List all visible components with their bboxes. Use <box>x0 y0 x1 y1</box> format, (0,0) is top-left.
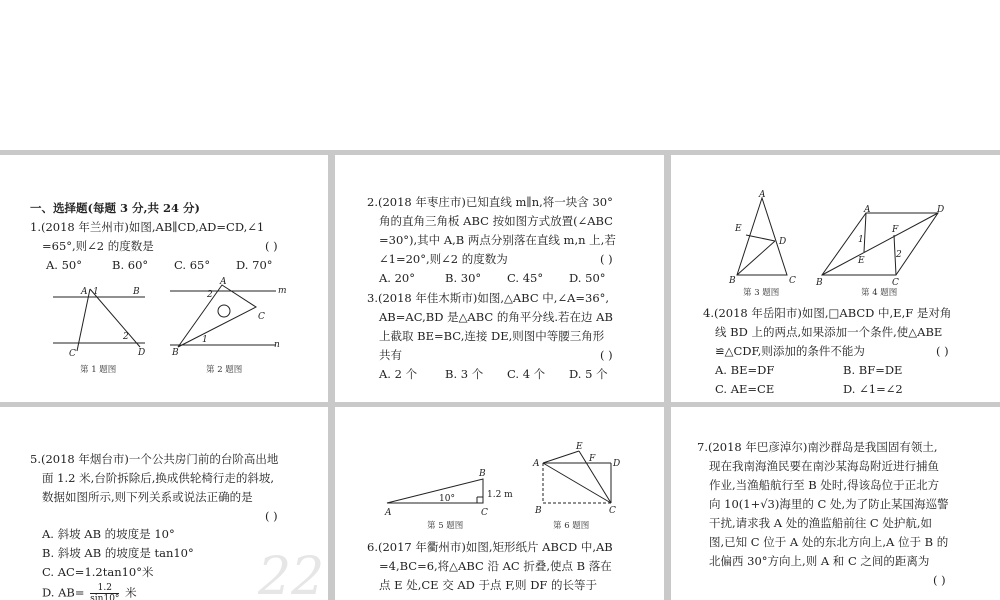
svg-text:10°: 10° <box>439 494 455 504</box>
svg-text:B: B <box>172 348 179 358</box>
svg-text:A: A <box>220 277 227 287</box>
figure-q3 <box>729 190 809 286</box>
figure-q6 <box>533 442 653 516</box>
q5-line-3: 数据如图所示,则下列关系或说法正确的是 <box>42 490 253 504</box>
q4-option-a: A. BE=DF <box>715 363 775 377</box>
svg-text:C: C <box>789 276 796 286</box>
caption-fig2: 第 2 题图 <box>206 365 243 375</box>
fraction-denominator: sin10° <box>90 594 120 600</box>
svg-text:C: C <box>258 312 265 322</box>
svg-text:2: 2 <box>207 290 213 300</box>
svg-text:A: A <box>385 508 392 518</box>
svg-text:1: 1 <box>858 235 864 245</box>
svg-text:C: C <box>69 349 76 359</box>
svg-text:D: D <box>138 348 146 358</box>
q2-line-4: ∠1=20°,则∠2 的度数为 <box>379 252 508 266</box>
svg-text:1: 1 <box>93 287 99 297</box>
panel-q1 <box>0 155 328 402</box>
svg-text:E: E <box>735 224 742 234</box>
svg-text:A: A <box>533 459 540 469</box>
q3-line-3: 上截取 BE=BC,连接 DE,则图中等腰三角形 <box>379 329 605 343</box>
svg-text:C: C <box>481 508 488 518</box>
q1-line-1: 1.(2018 年兰州市)如图,AB∥CD,AD=CD,∠1 <box>30 220 265 234</box>
caption-fig5: 第 5 题图 <box>427 521 464 531</box>
svg-text:B: B <box>133 287 140 297</box>
q3-line-1: 3.(2018 年佳木斯市)如图,△ABC 中,∠A=36°, <box>367 291 610 305</box>
svg-text:D: D <box>779 237 787 247</box>
svg-text:A: A <box>864 205 871 215</box>
figure-q5 <box>383 467 523 517</box>
q5-answer-blank: ( ) <box>265 509 278 523</box>
svg-text:E: E <box>576 442 583 452</box>
svg-text:F: F <box>589 454 596 464</box>
panel-q6 <box>335 407 664 600</box>
q7-line-4: 向 10(1+√3)海里的 C 处,为了防止某国海巡警 <box>709 497 949 511</box>
q7-line-5: 干扰,请求我 A 处的渔监船前往 C 处护航,如 <box>709 516 933 530</box>
q7-line-6: 图,已知 C 位于 A 处的东北方向上,A 位于 B 的 <box>709 535 949 549</box>
svg-text:B: B <box>729 276 736 286</box>
fig5-height-label: 1.2 m <box>487 490 513 500</box>
q3-line-4: 共有 <box>379 348 402 362</box>
q2-line-3: =30°),其中 A,B 两点分别落在直线 m,n 上,若 <box>379 233 616 247</box>
q5-line-1: 5.(2018 年烟台市)一个公共房门前的台阶高出地 <box>30 452 279 466</box>
svg-text:2: 2 <box>896 250 902 260</box>
q2-option-d: D. 50° <box>569 271 606 285</box>
q5-option-a: A. 斜坡 AB 的坡度是 10° <box>42 527 175 541</box>
q7-line-1: 7.(2018 年巴彦淖尔)南沙群岛是我国固有领土, <box>697 440 938 454</box>
q4-line-2: 线 BD 上的两点,如果添加一个条件,使△ABE <box>715 325 943 339</box>
caption-fig3: 第 3 题图 <box>743 288 780 298</box>
figure-q4 <box>816 207 956 287</box>
q4-line-1: 4.(2018 年岳阳市)如图,□ABCD 中,E,F 是对角 <box>703 306 952 320</box>
svg-text:D: D <box>613 459 621 469</box>
section-heading: 一、选择题(每题 3 分,共 24 分) <box>30 201 200 215</box>
q4-answer-blank: ( ) <box>936 344 949 358</box>
q2-option-b: B. 30° <box>445 271 482 285</box>
q7-line-2: 现在我南海渔民要在南沙某海岛附近进行捕鱼 <box>709 459 939 473</box>
figure-q2 <box>168 275 298 358</box>
svg-text:B: B <box>535 506 542 516</box>
svg-text:B: B <box>816 278 823 288</box>
q1-option-b: B. 60° <box>112 258 149 272</box>
q1-answer-blank: ( ) <box>265 239 278 253</box>
q5-option-d-prefix: D. AB= <box>42 585 85 600</box>
fraction-numerator: 1.2 <box>90 583 119 594</box>
panel-q7 <box>671 407 1000 600</box>
panel-q5 <box>0 407 328 600</box>
q5-option-d-fraction <box>90 583 119 600</box>
caption-fig6: 第 6 题图 <box>553 521 590 531</box>
svg-text:D: D <box>937 205 945 215</box>
q4-option-b: B. BF=DE <box>843 363 903 377</box>
q5-option-d-unit: 米 <box>125 585 137 600</box>
figure-q1 <box>45 277 165 357</box>
panel-q4 <box>671 155 1000 402</box>
q3-answer-blank: ( ) <box>600 348 613 362</box>
svg-text:F: F <box>892 225 899 235</box>
q7-line-3: 作业,当渔船航行至 B 处时,得该岛位于正北方 <box>709 478 940 492</box>
svg-text:A: A <box>759 190 766 200</box>
caption-fig1: 第 1 题图 <box>80 365 117 375</box>
svg-text:A: A <box>81 287 88 297</box>
q6-line-1: 6.(2017 年衢州市)如图,矩形纸片 ABCD 中,AB <box>367 540 613 554</box>
q2-option-c: C. 45° <box>507 271 544 285</box>
q5-line-2: 面 1.2 米,台阶拆除后,换成供轮椅行走的斜坡, <box>42 471 275 485</box>
q2-line-1: 2.(2018 年枣庄市)已知直线 m∥n,将一块含 30° <box>367 195 613 209</box>
q5-option-b: B. 斜坡 AB 的坡度是 tan10° <box>42 546 194 560</box>
q1-option-a: A. 50° <box>46 258 82 272</box>
q6-line-2: =4,BC=6,将△ABC 沿 AC 折叠,使点 B 落在 <box>379 559 612 573</box>
q3-option-c: C. 4 个 <box>507 367 546 381</box>
svg-text:1: 1 <box>202 335 208 345</box>
q1-option-d: D. 70° <box>236 258 273 272</box>
q2-option-a: A. 20° <box>379 271 415 285</box>
q3-option-b: B. 3 个 <box>445 367 484 381</box>
q1-option-c: C. 65° <box>174 258 211 272</box>
svg-text:m: m <box>278 286 287 296</box>
q2-answer-blank: ( ) <box>600 252 613 266</box>
q7-answer-blank: ( ) <box>933 573 946 587</box>
svg-text:B: B <box>479 469 486 479</box>
svg-text:n: n <box>274 340 280 350</box>
q4-option-d: D. ∠1=∠2 <box>843 382 903 396</box>
svg-text:C: C <box>892 278 899 288</box>
q6-line-3: 点 E 处,CE 交 AD 于点 F,则 DF 的长等于 <box>379 578 598 592</box>
caption-fig4: 第 4 题图 <box>861 288 898 298</box>
q4-line-3: ≌△CDF,则添加的条件不能为 <box>715 344 865 358</box>
q4-option-c: C. AE=CE <box>715 382 775 396</box>
q5-option-d <box>42 583 137 600</box>
q3-option-d: D. 5 个 <box>569 367 608 381</box>
q5-option-c: C. AC=1.2tan10°米 <box>42 565 154 579</box>
svg-text:C: C <box>609 506 616 516</box>
q7-line-7: 北偏西 30°方向上,则 A 和 C 之间的距离为 <box>709 554 930 568</box>
blank-top-area <box>0 0 1000 150</box>
q2-line-2: 角的直角三角板 ABC 按如图方式放置(∠ABC <box>379 214 613 228</box>
svg-text:E: E <box>858 256 865 266</box>
watermark: 22 <box>258 547 325 600</box>
q3-line-2: AB=AC,BD 是△ABC 的角平分线.若在边 AB <box>379 310 613 324</box>
svg-text:2: 2 <box>123 332 129 342</box>
panel-q2-q3 <box>335 155 664 402</box>
q3-option-a: A. 2 个 <box>379 367 418 381</box>
q1-line-2: =65°,则∠2 的度数是 <box>42 239 154 253</box>
slide-grid <box>0 150 1000 600</box>
